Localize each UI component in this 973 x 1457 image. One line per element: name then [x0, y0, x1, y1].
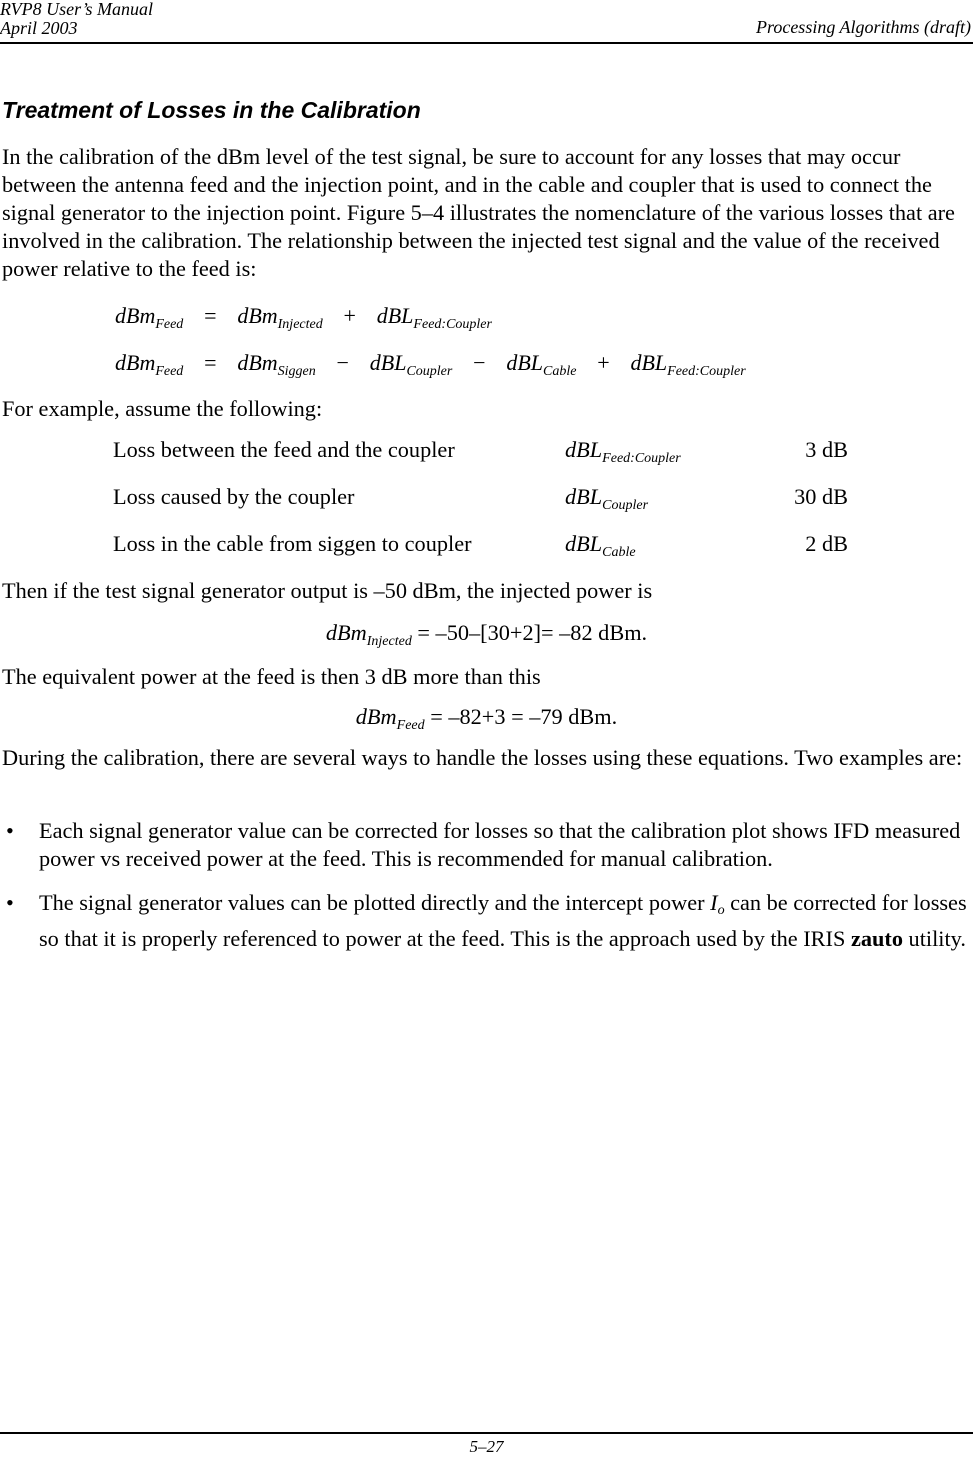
running-header-left [0, 0, 153, 38]
feed-equation: dBm$_{Feed}$ = –82+3 = –79 dBm. [355, 704, 618, 733]
manual-title: RVP8 User’s Manual [0, 0, 153, 19]
bullet-item [2, 889, 972, 953]
loss-value: 30 dB [794, 484, 848, 509]
handling-intro: During the calibration, there are several ways to handle the losses using these equations. Two examples are: [2, 745, 963, 770]
bullet-marker: • [6, 818, 14, 843]
equation-2: dBm$_{Feed}$ = dBm$_{Siggen}$ − dBL$_{Coupler}$ − dBL$_{Cable}$ + dBL$_{Feed:Coupler}$ [115, 350, 746, 379]
bullet-marker: • [6, 890, 14, 915]
loss-variable: dBL$_{Coupler}$ [565, 484, 649, 513]
bullet-text: Each signal generator value can be corrected for losses so that the calibration plot shows IFD measured power vs received power at the feed. This is recommended for manual calibration. [39, 818, 961, 871]
loss-value: 2 dB [805, 531, 848, 556]
header-rule [0, 42, 973, 44]
equivalent-paragraph: The equivalent power at the feed is then 3 dB more than this [2, 664, 541, 689]
loss-variable: dBL$_{Feed:Coupler}$ [565, 437, 681, 466]
section-title: Treatment of Losses in the Calibration [2, 97, 421, 123]
manual-date: April 2003 [0, 18, 78, 38]
loss-row [0, 531, 973, 561]
loss-row [0, 437, 973, 467]
chapter-title: Processing Algorithms (draft) [756, 17, 971, 37]
bullet-text: The signal generator values can be plotted directly and the intercept power $I_o$ can be corrected for losses so that it is properly referenced to power at the feed. This is the approach used by the IRIS zauto utility. [39, 890, 967, 951]
loss-variable: dBL$_{Cable}$ [565, 531, 636, 560]
loss-label: Loss between the feed and the coupler [113, 437, 455, 462]
loss-label: Loss caused by the coupler [113, 484, 355, 509]
then-paragraph: Then if the test signal generator output is –50 dBm, the injected power is [2, 578, 653, 603]
intercept-symbol: $I_o$ [710, 890, 725, 918]
page-number: 5–27 [469, 1437, 504, 1456]
injected-equation: dBm$_{Injected}$ = –50–[30+2]= –82 dBm. [325, 620, 648, 649]
example-intro: For example, assume the following: [2, 396, 323, 421]
footer-rule [0, 1432, 973, 1434]
intro-paragraph: In the calibration of the dBm level of the test signal, be sure to account for any losses that may occur between the antenna feed and the injection point, and in the cable and coupler that is used to connect the signal generator to the injection point. Figure 5–4 illustrates the nomenclature of the various losses that are involved in the calibration. The relationship between the injected test signal and the value of the received power relative to the feed is: [2, 144, 955, 281]
equation-1: dBm$_{Feed}$ = dBm$_{Injected}$ + dBL$_{Feed:Coupler}$ [115, 303, 492, 332]
loss-label: Loss in the cable from siggen to coupler [113, 531, 472, 556]
bullet-item [2, 817, 972, 873]
zauto-command: zauto [850, 926, 903, 951]
loss-row [0, 484, 973, 514]
loss-value: 3 dB [805, 437, 848, 462]
